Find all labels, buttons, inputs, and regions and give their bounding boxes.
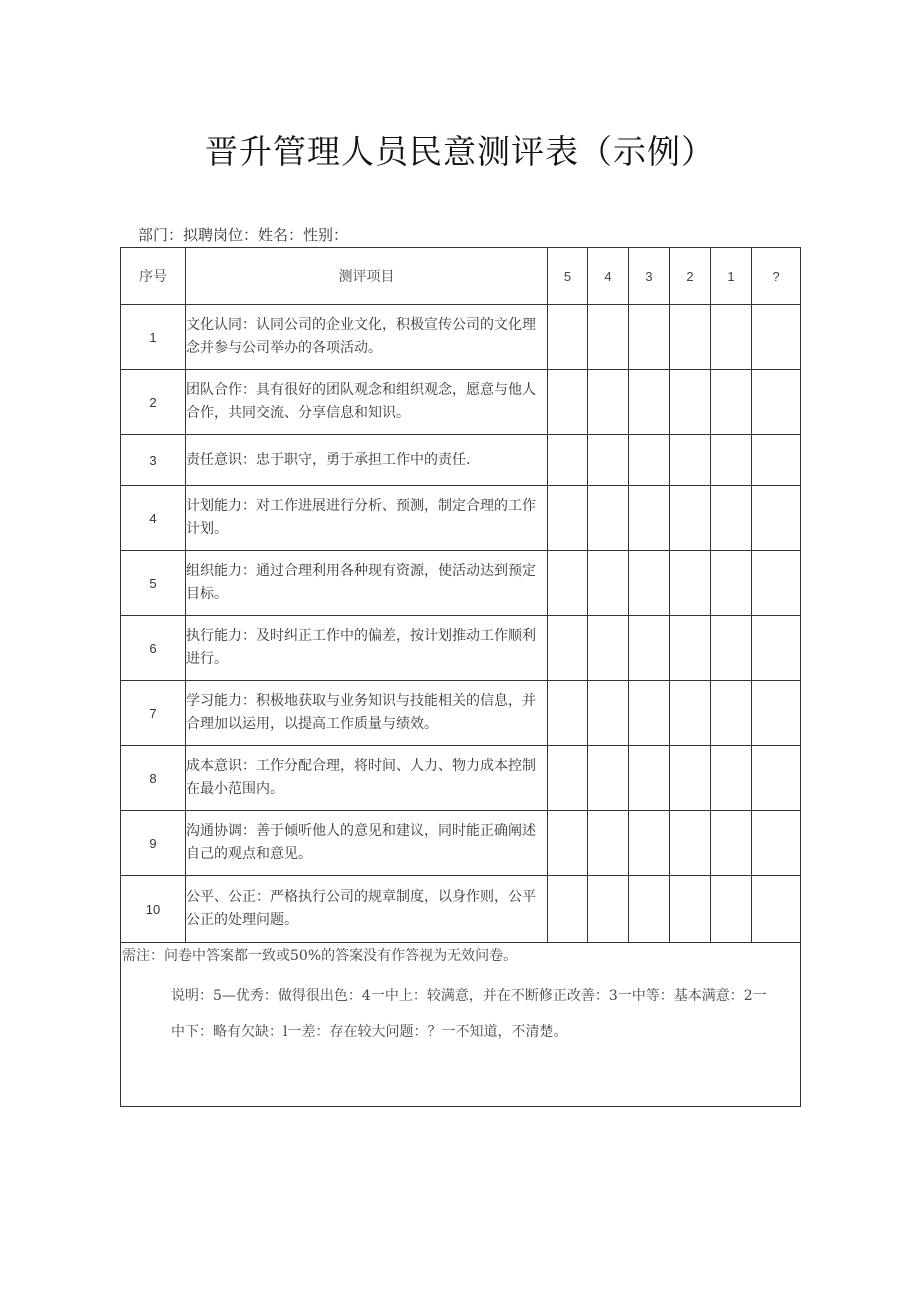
score-cell-1[interactable] [711, 486, 752, 551]
score-cell-1[interactable] [711, 876, 752, 943]
score-cell-5[interactable] [548, 305, 588, 370]
score-cell-unknown[interactable] [752, 551, 801, 616]
row-index: 9 [121, 811, 186, 876]
row-description: 学习能力：积极地获取与业务知识与技能相关的信息，并合理加以运用，以提高工作质量与绩效。 [186, 681, 548, 746]
row-index: 2 [121, 370, 186, 435]
row-description: 责任意识：忠于职守，勇于承担工作中的责任. [186, 435, 548, 486]
row-index: 6 [121, 616, 186, 681]
score-cell-4[interactable] [588, 305, 629, 370]
score-cell-4[interactable] [588, 435, 629, 486]
table-row [121, 551, 801, 616]
invalid-survey-note: 需注：问卷中答案都一致或50%的答案没有作答视为无效问卷。 [122, 948, 518, 964]
header-score-1: 1 [711, 248, 752, 305]
score-cell-2[interactable] [670, 616, 711, 681]
table-row [121, 305, 801, 370]
score-cell-5[interactable] [548, 551, 588, 616]
table-header-row [121, 248, 801, 305]
table-row [121, 435, 801, 486]
score-cell-1[interactable] [711, 616, 752, 681]
score-cell-3[interactable] [629, 876, 670, 943]
score-cell-5[interactable] [548, 486, 588, 551]
row-index: 5 [121, 551, 186, 616]
score-cell-5[interactable] [548, 616, 588, 681]
row-description: 公平、公正：严格执行公司的规章制度，以身作则，公平公正的处理问题。 [186, 876, 548, 943]
table-row [121, 370, 801, 435]
score-cell-2[interactable] [670, 370, 711, 435]
score-cell-5[interactable] [548, 746, 588, 811]
notes-cell [121, 943, 801, 1107]
page-title: 晋升管理人员民意测评表（示例） [205, 132, 715, 171]
notes-row [121, 943, 801, 1107]
score-cell-5[interactable] [548, 370, 588, 435]
header-score-4: 4 [588, 248, 629, 305]
header-score-5: 5 [548, 248, 588, 305]
row-description: 计划能力：对工作进展进行分析、预测，制定合理的工作计划。 [186, 486, 548, 551]
score-cell-1[interactable] [711, 746, 752, 811]
row-description: 沟通协调：善于倾听他人的意见和建议，同时能正确阐述自己的观点和意见。 [186, 811, 548, 876]
score-cell-unknown[interactable] [752, 486, 801, 551]
row-description: 团队合作：具有很好的团队观念和组织观念，愿意与他人合作，共同交流、分享信息和知识。 [186, 370, 548, 435]
score-cell-1[interactable] [711, 811, 752, 876]
score-cell-3[interactable] [629, 435, 670, 486]
score-cell-unknown[interactable] [752, 370, 801, 435]
row-index: 7 [121, 681, 186, 746]
score-cell-3[interactable] [629, 370, 670, 435]
table-row [121, 746, 801, 811]
score-cell-unknown[interactable] [752, 435, 801, 486]
score-cell-5[interactable] [548, 681, 588, 746]
row-description: 执行能力：及时纠正工作中的偏差，按计划推动工作顺利进行。 [186, 616, 548, 681]
row-index: 1 [121, 305, 186, 370]
score-cell-4[interactable] [588, 876, 629, 943]
row-index: 10 [121, 876, 186, 943]
table-row [121, 616, 801, 681]
row-index: 8 [121, 746, 186, 811]
header-index: 序号 [121, 248, 186, 305]
score-cell-2[interactable] [670, 811, 711, 876]
row-index: 4 [121, 486, 186, 551]
score-cell-1[interactable] [711, 370, 752, 435]
score-cell-2[interactable] [670, 681, 711, 746]
row-description: 文化认同：认同公司的企业文化，积极宣传公司的文化理念并参与公司举办的各项活动。 [186, 305, 548, 370]
row-description: 成本意识：工作分配合理，将时间、人力、物力成本控制在最小范围内。 [186, 746, 548, 811]
score-cell-unknown[interactable] [752, 811, 801, 876]
header-score-2: 2 [670, 248, 711, 305]
header-score-3: 3 [629, 248, 670, 305]
score-cell-3[interactable] [629, 486, 670, 551]
score-legend: 说明：5—优秀：做得很出色：4一中上：较满意，并在不断修正改善：3一中等：基本满意：2一中下：略有欠缺：l一差：存在较大问题：？一不知道，不清楚。 [171, 988, 767, 1040]
table-row [121, 681, 801, 746]
score-cell-3[interactable] [629, 811, 670, 876]
score-cell-4[interactable] [588, 681, 629, 746]
score-cell-2[interactable] [670, 435, 711, 486]
header-score-unknown: ? [752, 248, 801, 305]
score-cell-unknown[interactable] [752, 876, 801, 943]
table-row [121, 811, 801, 876]
score-cell-1[interactable] [711, 551, 752, 616]
score-cell-2[interactable] [670, 746, 711, 811]
score-cell-4[interactable] [588, 551, 629, 616]
score-cell-2[interactable] [670, 305, 711, 370]
score-cell-2[interactable] [670, 876, 711, 943]
score-cell-unknown[interactable] [752, 746, 801, 811]
score-cell-unknown[interactable] [752, 305, 801, 370]
score-cell-1[interactable] [711, 681, 752, 746]
score-cell-5[interactable] [548, 811, 588, 876]
score-cell-4[interactable] [588, 616, 629, 681]
row-description: 组织能力：通过合理利用各种现有资源，使活动达到预定目标。 [186, 551, 548, 616]
score-cell-1[interactable] [711, 435, 752, 486]
score-cell-1[interactable] [711, 305, 752, 370]
score-cell-unknown[interactable] [752, 681, 801, 746]
score-cell-3[interactable] [629, 616, 670, 681]
score-cell-2[interactable] [670, 486, 711, 551]
score-cell-4[interactable] [588, 746, 629, 811]
table-row [121, 876, 801, 943]
score-cell-2[interactable] [670, 551, 711, 616]
score-cell-5[interactable] [548, 876, 588, 943]
table-row [121, 486, 801, 551]
header-item: 测评项目 [186, 248, 548, 305]
score-cell-3[interactable] [629, 305, 670, 370]
row-index: 3 [121, 435, 186, 486]
score-cell-3[interactable] [629, 681, 670, 746]
score-cell-unknown[interactable] [752, 616, 801, 681]
score-cell-4[interactable] [588, 370, 629, 435]
applicant-info-line: 部门：拟聘岗位：姓名：性别： [138, 226, 349, 244]
score-cell-4[interactable] [588, 486, 629, 551]
score-cell-5[interactable] [548, 435, 588, 486]
evaluation-table [120, 247, 801, 1107]
score-cell-4[interactable] [588, 811, 629, 876]
score-cell-3[interactable] [629, 746, 670, 811]
score-cell-3[interactable] [629, 551, 670, 616]
